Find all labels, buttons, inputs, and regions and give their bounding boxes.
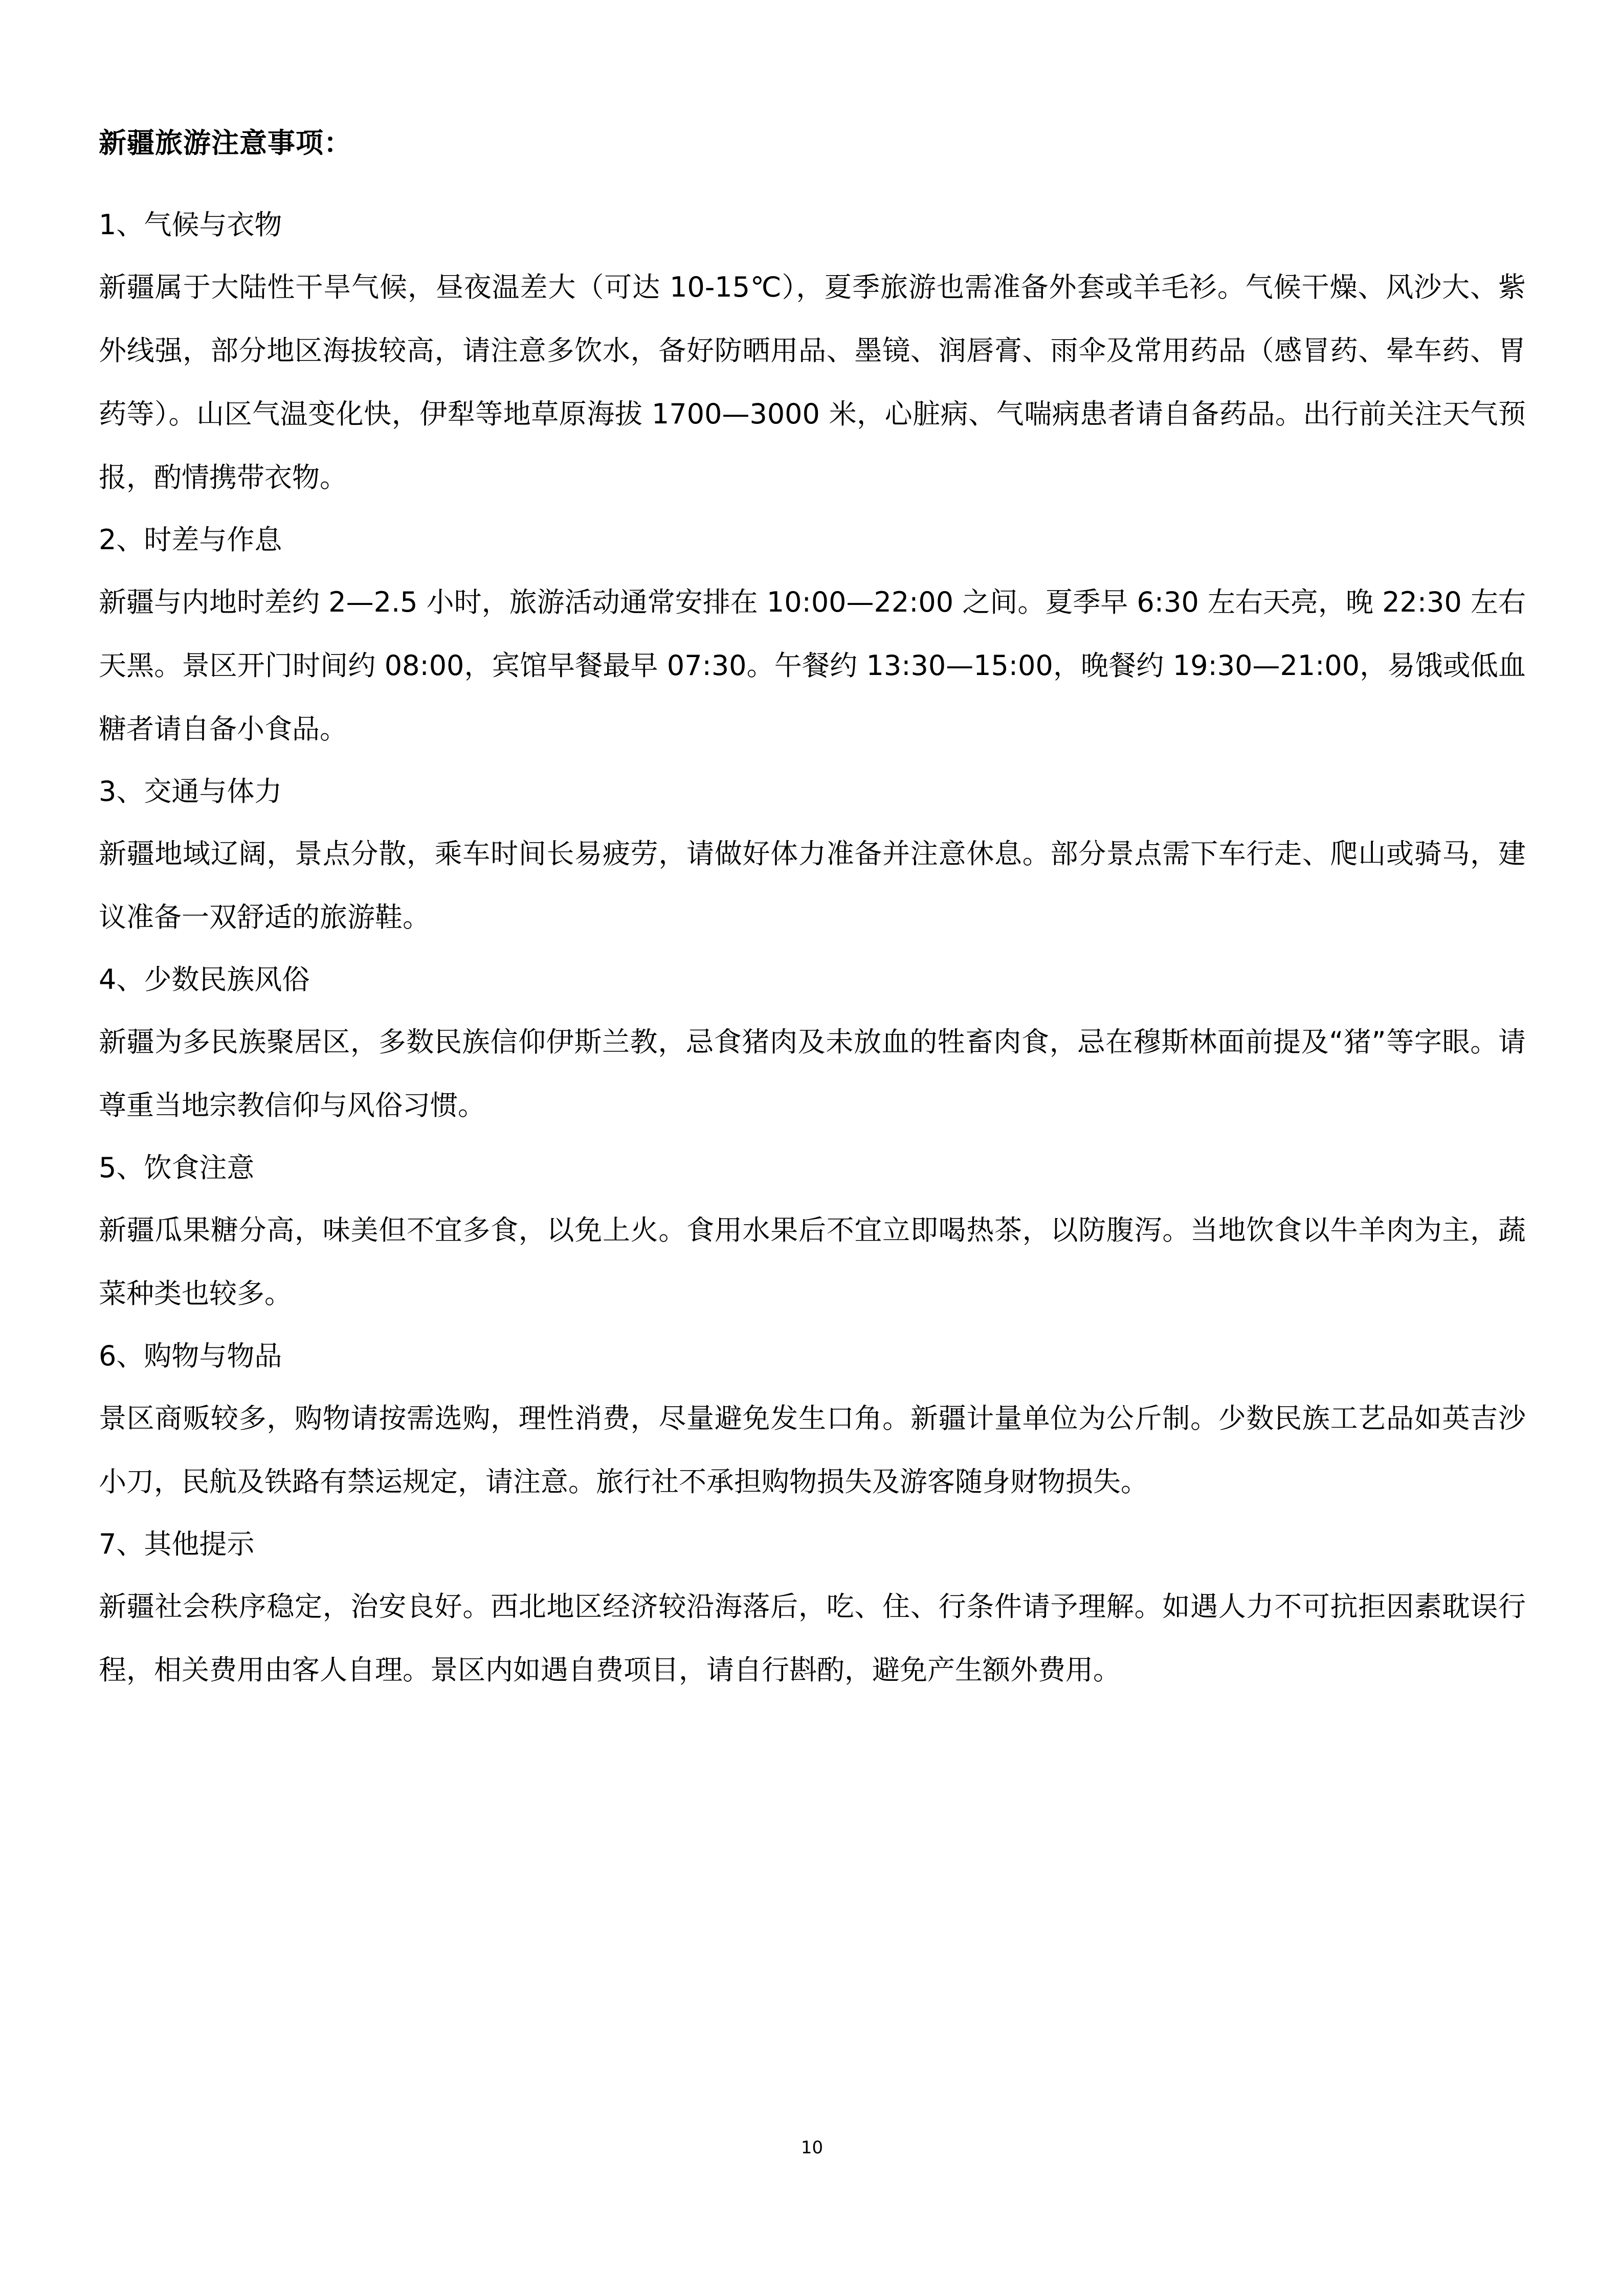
document-content [99,123,1526,1712]
section-ethnic-customs [99,959,1526,1137]
document-title: 新疆旅游注意事项： [99,127,352,159]
section-climate-clothing [99,205,1526,509]
section-shopping [99,1336,1526,1514]
section-heading: 1、气候与衣物 [99,209,282,241]
section-time-difference [99,520,1526,761]
section-body: 新疆地域辽阔，景点分散，乘车时间长易疲劳，请做好体力准备并注意休息。部分景点需下车行走、爬山或骑马，建议准备一双舒适的旅游鞋。 [99,838,1526,933]
section-heading: 7、其他提示 [99,1528,255,1560]
section-transport-stamina [99,771,1526,949]
page-number: 10 [800,2137,824,2158]
section-body: 景区商贩较多，购物请按需选购，理性消费，尽量避免发生口角。新疆计量单位为公斤制。少数民族工艺品如英吉沙小刀，民航及铁路有禁运规定，请注意。旅行社不承担购物损失及游客随身财物损失。 [99,1402,1526,1498]
section-heading: 4、少数民族风俗 [99,963,310,996]
section-other-tips [99,1524,1526,1702]
section-heading: 6、购物与物品 [99,1340,282,1372]
section-body: 新疆社会秩序稳定，治安良好。西北地区经济较沿海落后，吃、住、行条件请予理解。如遇人力不可抗拒因素耽误行程，相关费用由客人自理。景区内如遇自费项目，请自行斟酌，避免产生额外费用。 [99,1590,1526,1686]
section-body: 新疆瓜果糖分高，味美但不宜多食，以免上火。食用水果后不宜立即喝热茶，以防腹泻。当地饮食以牛羊肉为主，蔬菜种类也较多。 [99,1214,1526,1310]
section-diet [99,1147,1526,1325]
section-body: 新疆为多民族聚居区，多数民族信仰伊斯兰教，忌食猪肉及未放血的牲畜肉食，忌在穆斯林面前提及“猪”等字眼。请尊重当地宗教信仰与风俗习惯。 [99,1026,1526,1121]
section-heading: 2、时差与作息 [99,524,282,556]
section-heading: 5、饮食注意 [99,1152,255,1184]
section-heading: 3、交通与体力 [99,775,282,807]
section-body: 新疆属于大陆性干旱气候，昼夜温差大（可达 10-15℃），夏季旅游也需准备外套或羊毛衫。气候干燥、风沙大、紫外线强，部分地区海拔较高，请注意多饮水，备好防晒用品、墨镜、润唇膏、雨伞及常用药品（感冒药、晕车药、胃药等）。山区气温变化快，伊犁等地草原海拔 1700—3000 米，心脏病、气喘病患者请自备药品。出行前关注天气预报，酌情携带衣物。 [99,271,1526,493]
section-body: 新疆与内地时差约 2—2.5 小时，旅游活动通常安排在 10:00—22:00 之间。夏季早 6:30 左右天亮，晚 22:30 左右天黑。景区开门时间约 08:00，宾馆早餐最早 07:30。午餐约 13:30—15:00，晚餐约 19:30—21:00，易饿或低血糖者请自备小食品。 [99,586,1526,745]
